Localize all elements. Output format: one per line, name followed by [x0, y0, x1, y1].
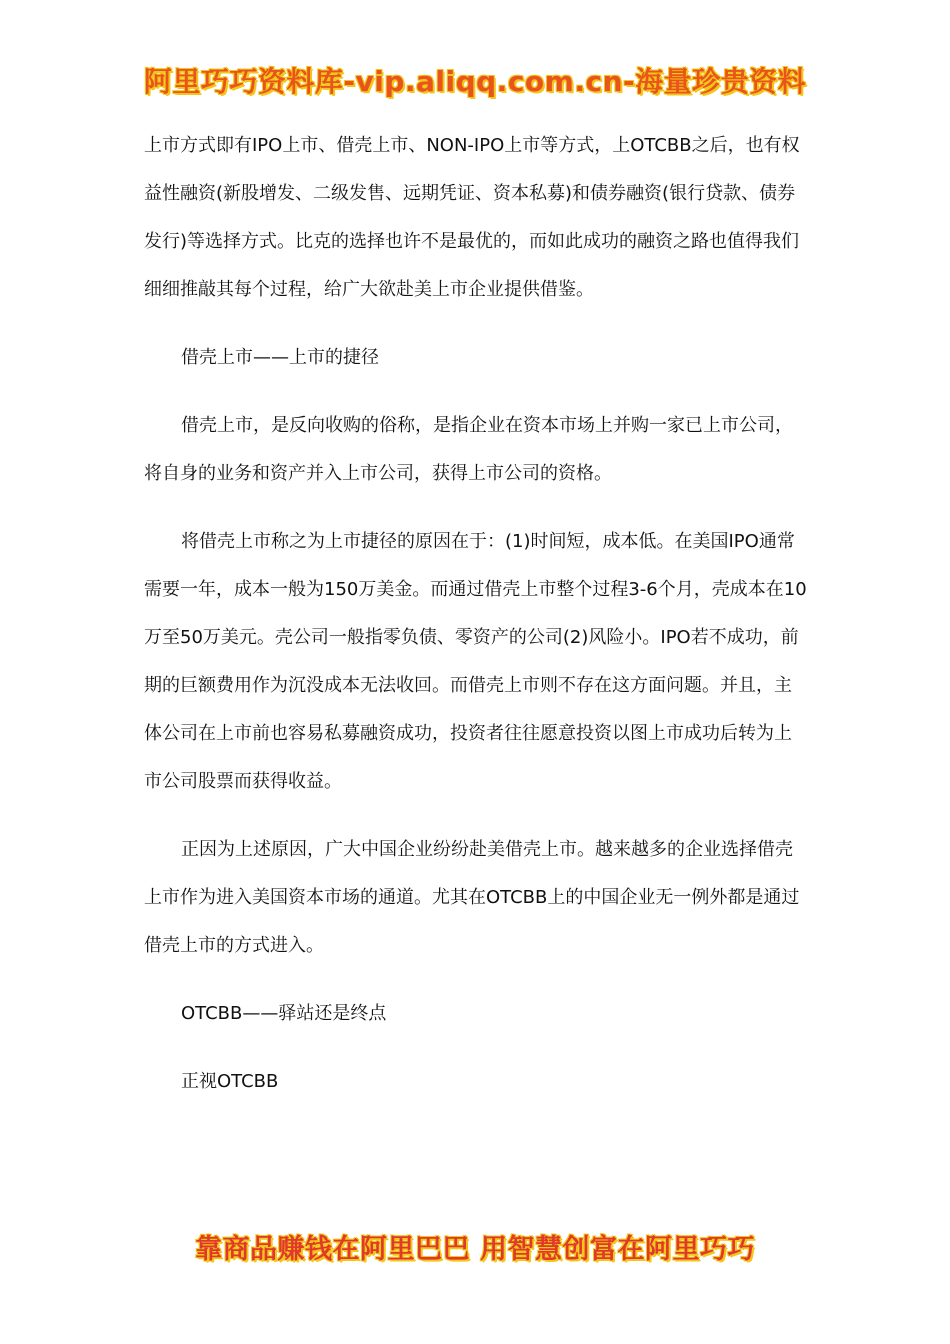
paragraph-chinese-companies: 正因为上述原因，广大中国企业纷纷赴美借壳上市。越来越多的企业选择借壳上市作为进入美国资本市场的通道。尤其在OTCBB上的中国企业无一例外都是通过借壳上市的方式进入。 — [144, 839, 800, 956]
paragraph-backdoor-definition: 借壳上市，是反向收购的俗称，是指企业在资本市场上并购一家已上市公司，将自身的业务和资产并入上市公司，获得上市公司的资格。 — [144, 415, 793, 484]
footer-banner: 靠商品赚钱在阿里巴巴 用智慧创富在阿里巧巧 — [195, 1234, 755, 1265]
paragraph-intro: 上市方式即有IPO上市、借壳上市、NON-IPO上市等方式，上OTCBB之后，也有权益性融资(新股增发、二级发售、远期凭证、资本私募)和债券融资(银行贷款、债券发行)等选择方式。比克的选择也许不是最优的，而如此成功的融资之路也值得我们细细推敲其每个过程，给广大欲赴美上市企业提供借鉴。 — [144, 135, 800, 300]
section-heading-otcbb: OTCBB——驿站还是终点 — [181, 1003, 387, 1024]
section-heading-view-otcbb: 正视OTCBB — [181, 1071, 279, 1092]
section-heading-backdoor-listing: 借壳上市——上市的捷径 — [181, 347, 379, 368]
paragraph-backdoor-reasons: 将借壳上市称之为上市捷径的原因在于：(1)时间短，成本低。在美国IPO通常需要一年，成本一般为150万美金。而通过借壳上市整个过程3-6个月，壳成本在10万至50万美元。壳公司一般指零负债、零资产的公司(2)风险小。IPO若不成功，前期的巨额费用作为沉没成本无法收回。而借壳上市则不存在这方面问题。并且，主体公司在上市前也容易私募融资成功，投资者往往愿意投资以图上市成功后转为上市公司股票而获得收益。 — [144, 531, 807, 792]
header-banner: 阿里巧巧资料库-vip.aliqq.com.cn-海量珍贵资料 — [143, 65, 807, 98]
document-body — [144, 122, 808, 1106]
